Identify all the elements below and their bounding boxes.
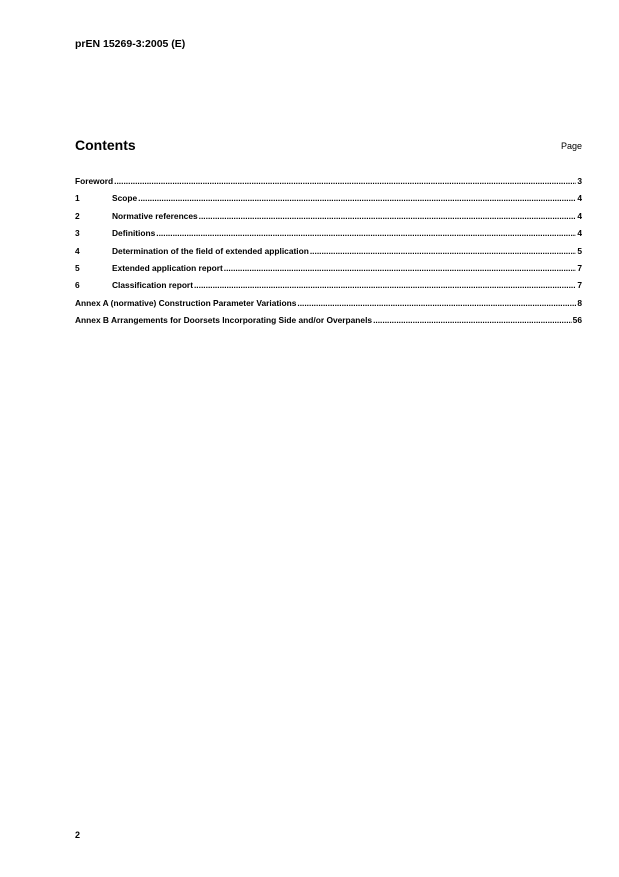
document-identifier: prEN 15269-3:2005 (E)	[75, 38, 186, 50]
toc-entry-label: Extended application report	[112, 262, 223, 273]
contents-heading: Contents	[75, 137, 136, 153]
toc-entry-page: 4	[577, 193, 582, 204]
toc-leader-dots	[199, 211, 577, 221]
toc-entry-annex-b[interactable]	[75, 315, 582, 332]
toc-entry-page: 8	[577, 297, 582, 308]
toc-entry-label: Normative references	[112, 210, 198, 221]
toc-entry-extended-application-field[interactable]	[75, 246, 582, 263]
toc-entry-extended-application-report[interactable]	[75, 263, 582, 280]
toc-entry-label: Foreword	[75, 176, 114, 186]
toc-entry-normative-references[interactable]	[75, 211, 582, 228]
toc-entry-definitions[interactable]	[75, 228, 582, 245]
toc-entry-classification-report[interactable]	[75, 280, 582, 297]
toc-entry-label: Annex B Arrangements for Doorsets Incorporating Side and/or Overpanels	[75, 315, 373, 326]
toc-leader-dots	[224, 263, 577, 273]
toc-leader-dots	[297, 298, 576, 308]
page-column-label: Page	[560, 141, 582, 151]
toc-entry-label: Annex A (normative) Construction Parameter Variations	[75, 297, 297, 308]
toc-entry-page: 56	[572, 315, 582, 326]
toc-leader-dots	[114, 176, 576, 186]
toc-entry-page: 7	[577, 280, 582, 291]
toc-entry-foreword[interactable]	[75, 176, 582, 193]
table-of-contents	[75, 176, 582, 333]
toc-entry-label: Scope	[112, 193, 138, 204]
toc-entry-page: 4	[577, 228, 582, 239]
toc-leader-dots	[373, 315, 572, 325]
toc-entry-page: 5	[577, 245, 582, 256]
toc-entry-number: 1	[75, 193, 80, 204]
toc-leader-dots	[156, 228, 576, 238]
toc-entry-label: Definitions	[112, 228, 156, 239]
toc-entry-number: 5	[75, 262, 80, 273]
toc-entry-page: 3	[577, 176, 582, 186]
toc-entry-annex-a[interactable]	[75, 298, 582, 315]
toc-entry-number: 3	[75, 228, 80, 239]
toc-entry-page: 4	[577, 210, 582, 221]
toc-entry-page: 7	[577, 262, 582, 273]
toc-entry-scope[interactable]	[75, 193, 582, 210]
toc-entry-label: Classification report	[112, 280, 193, 291]
toc-leader-dots	[194, 280, 576, 290]
toc-leader-dots	[310, 246, 576, 256]
toc-entry-number: 6	[75, 280, 80, 291]
toc-entry-number: 2	[75, 210, 80, 221]
toc-entry-number: 4	[75, 245, 80, 256]
toc-entry-label: Determination of the field of extended application	[112, 245, 309, 256]
page-number: 2	[75, 830, 81, 840]
toc-leader-dots	[138, 193, 576, 203]
